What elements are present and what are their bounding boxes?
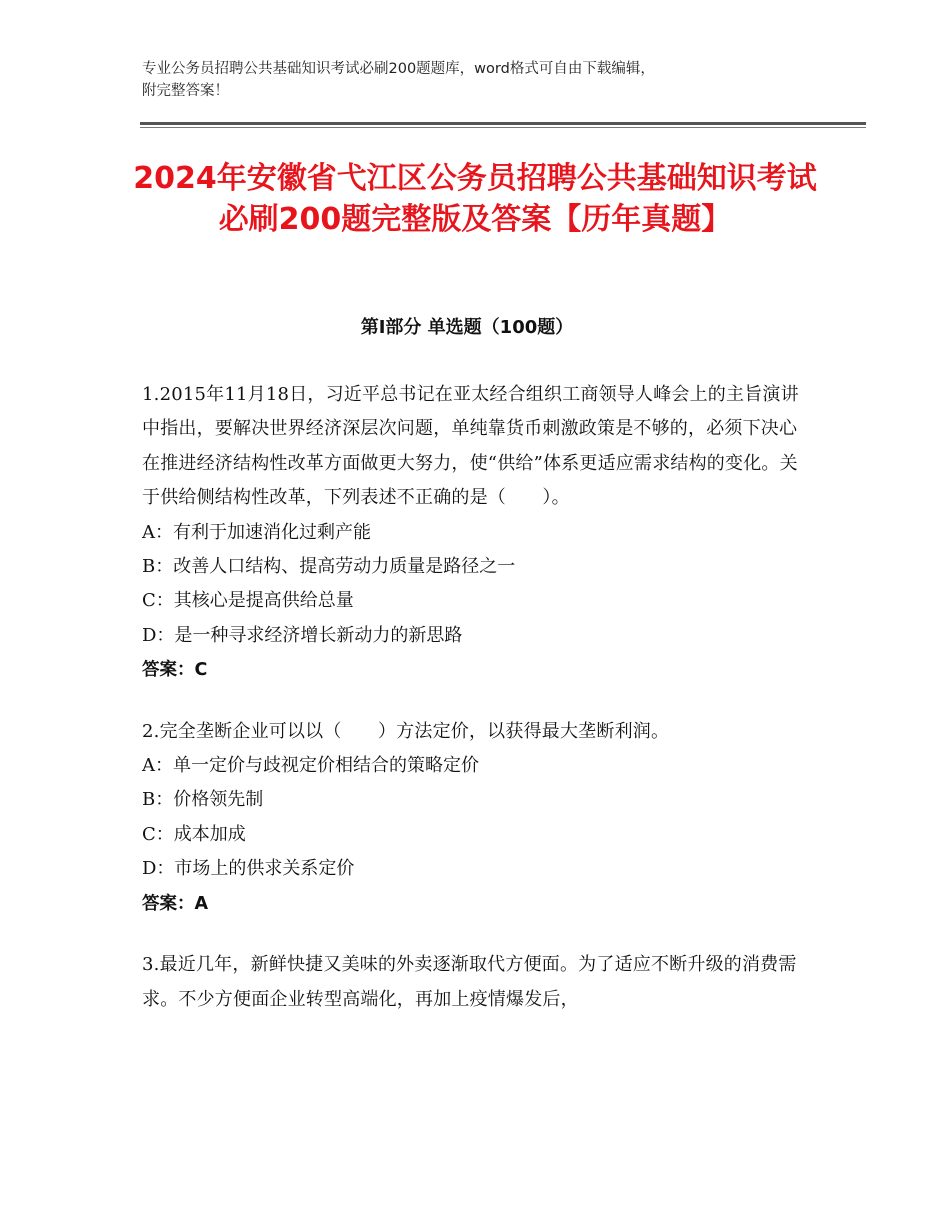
option-d: D：是一种寻求经济增长新动力的新思路: [142, 624, 463, 646]
option-a: A：单一定价与歧视定价相结合的策略定价: [142, 755, 479, 777]
question-text: 1.2015年11月18日，习近平总书记在亚太经合组织工商领导人峰会上的主旨演讲中指出，要解决世界经济深层次问题，单纯靠货币刺激政策是不够的，必须下决心在推进经济结构性改革方面做更大努力，使“供给”体系更适应需求结构的变化。关于供给侧结构性改革，下列表述不正确的是（ ）。: [142, 384, 799, 509]
section-title: 第Ⅰ部分 单选题（100题）: [360, 317, 574, 338]
option-b: B：改善人口结构、提高劳动力质量是路径之一: [142, 556, 516, 578]
question-text: 3.最近几年，新鲜快捷又美味的外卖逐渐取代方便面。为了适应不断升级的消费需求。不少方便面企业转型高端化，再加上疫情爆发后，: [142, 954, 797, 1010]
option-d: D：市场上的供求关系定价: [142, 858, 355, 880]
option-b: B：价格领先制: [142, 789, 264, 811]
option-a: A：有利于加速消化过剩产能: [142, 521, 371, 543]
answer-label: 答案：A: [142, 893, 209, 914]
option-c: C：其核心是提高供给总量: [142, 590, 354, 612]
question-text: 2.完全垄断企业可以以（ ）方法定价，以获得最大垄断利润。: [142, 720, 670, 742]
option-c: C：成本加成: [142, 823, 246, 845]
header-rule-thin: [140, 127, 866, 128]
header-note-line-2: 附完整答案！: [142, 83, 229, 99]
question-1: [142, 378, 802, 688]
question-list: [142, 378, 802, 1044]
header-note: [142, 58, 822, 102]
question-3: [142, 948, 802, 1017]
header-rule-thick: [140, 122, 866, 125]
document-title: 2024年安徽省弋江区公务员招聘公共基础知识考试必刷200题完整版及答案【历年真题】: [133, 161, 817, 237]
header-note-line-1: 专业公务员招聘公共基础知识考试必刷200题题库，word格式可自由下载编辑，: [142, 61, 655, 77]
answer-label: 答案：C: [142, 660, 208, 681]
question-2: [142, 715, 802, 921]
